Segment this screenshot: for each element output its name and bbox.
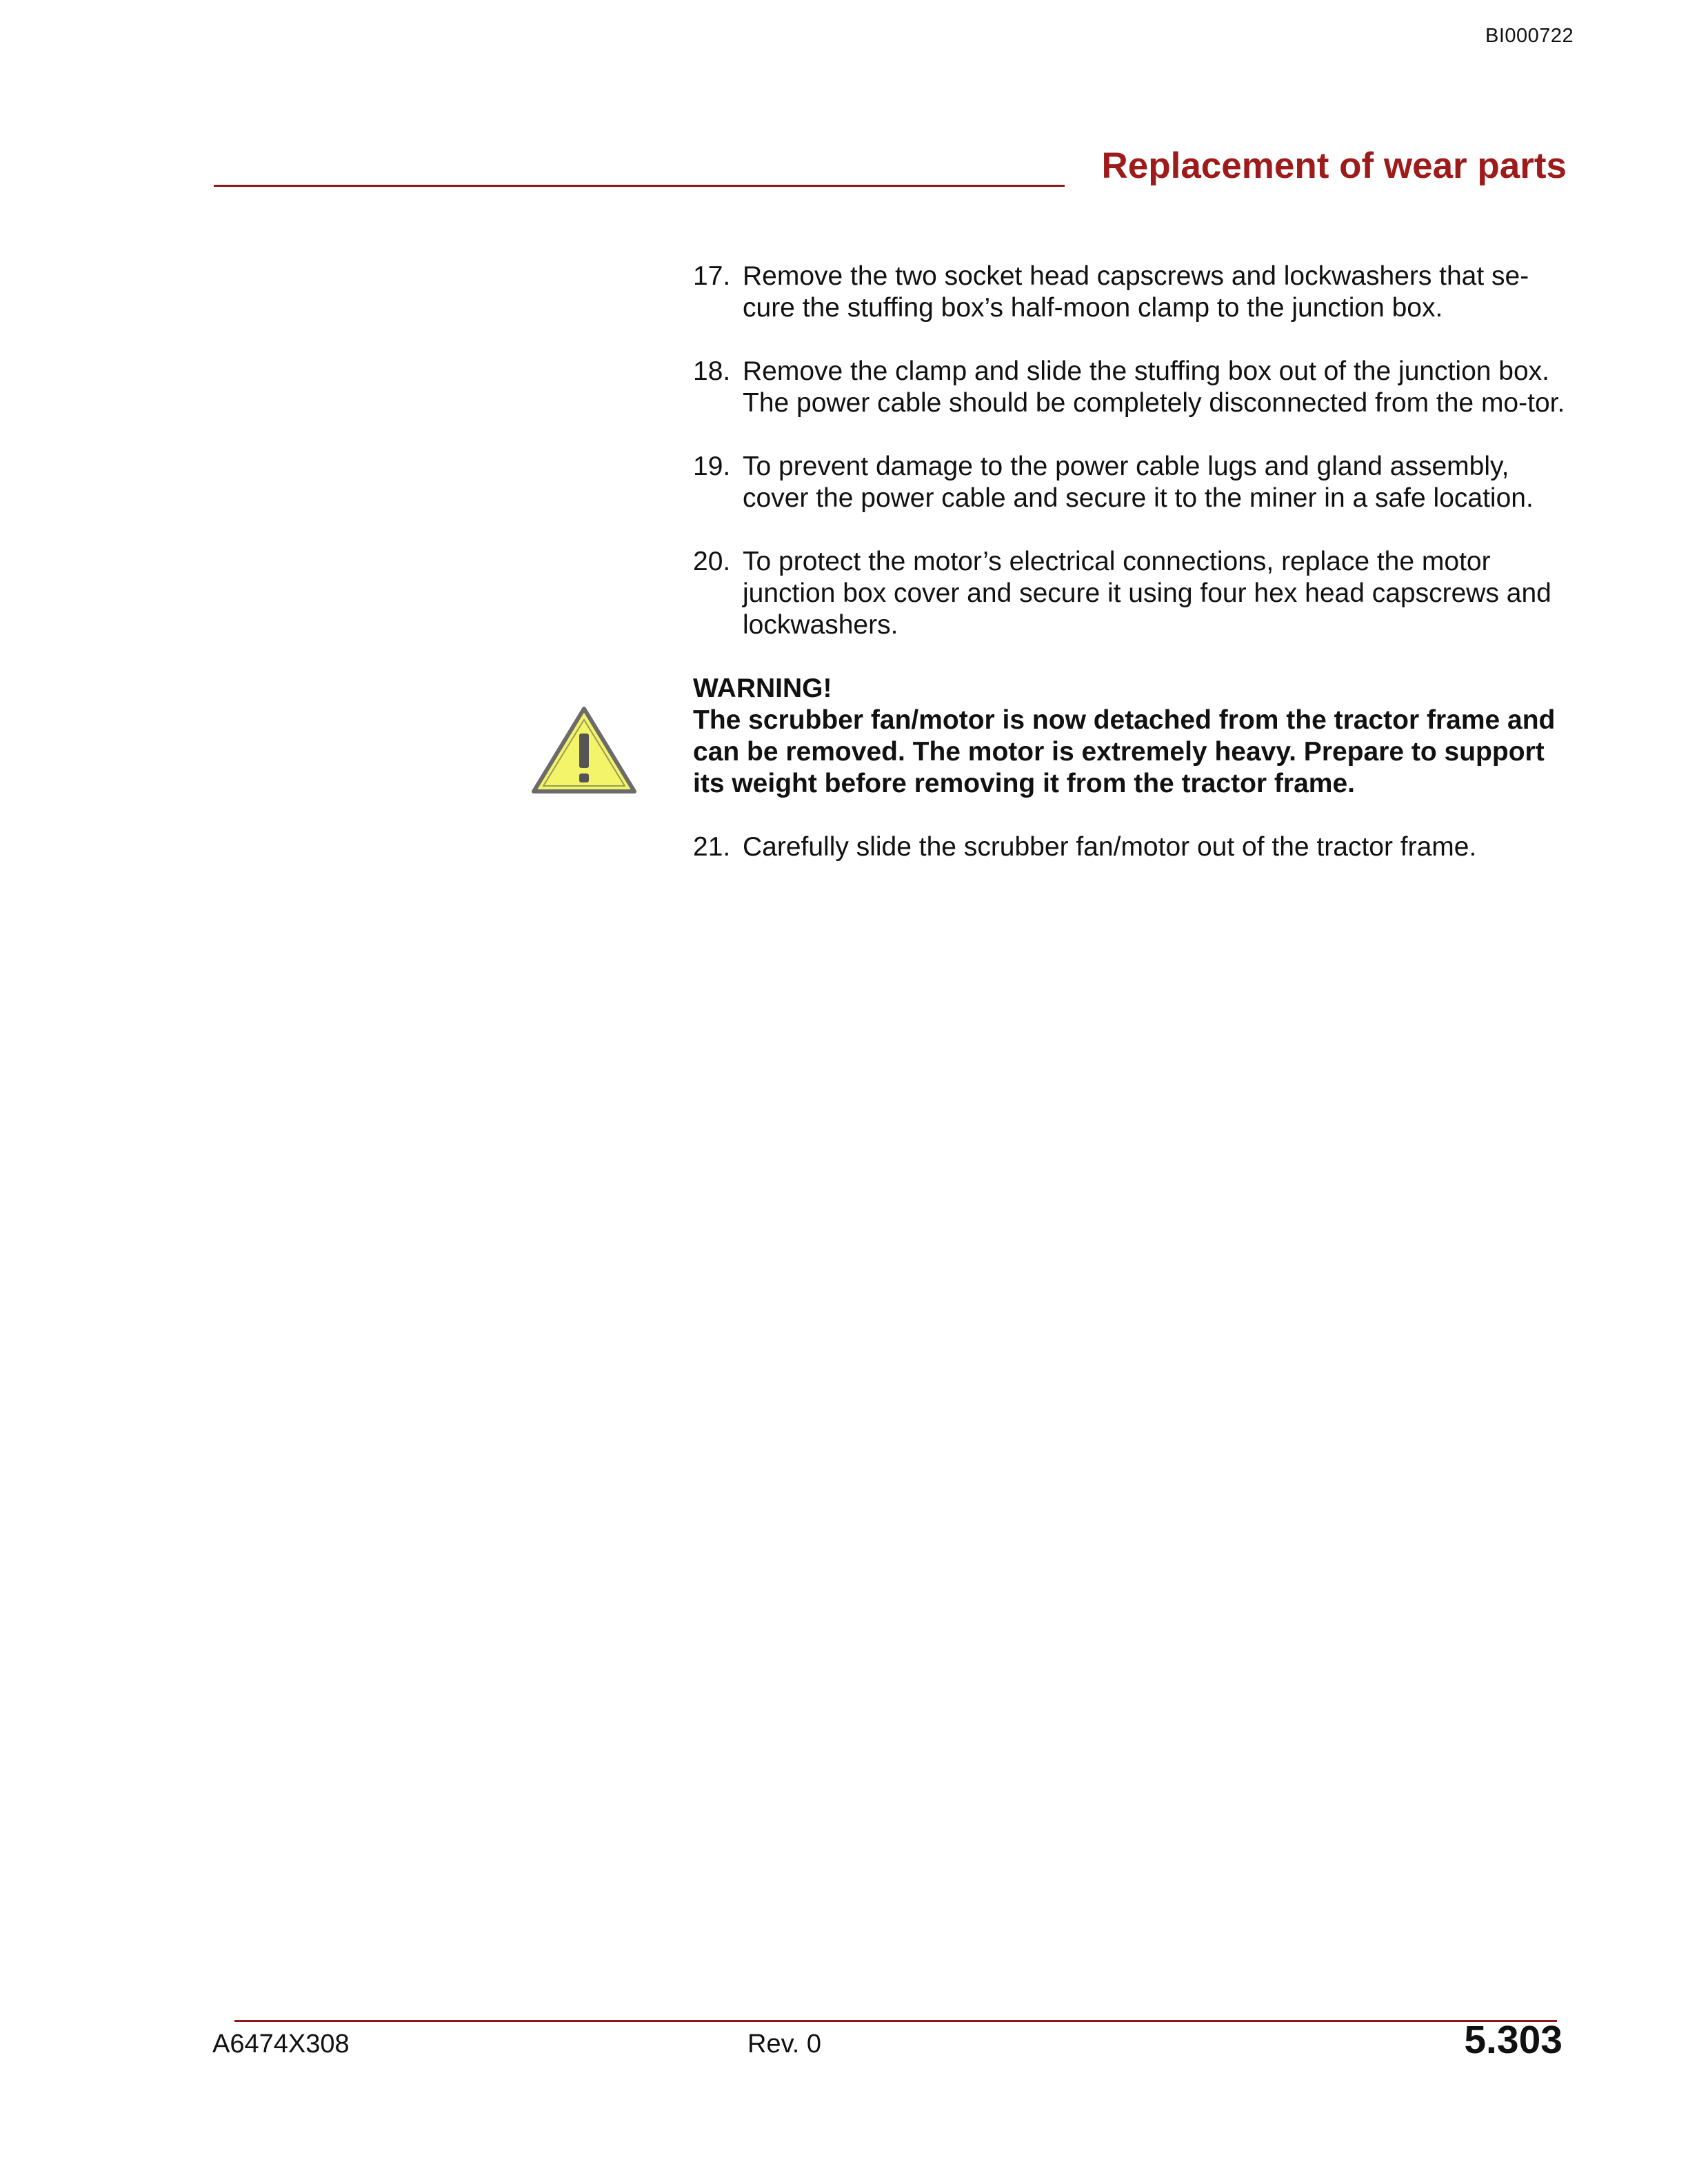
step-text: Carefully slide the scrubber fan/motor out of the tractor frame. <box>743 832 1477 862</box>
step-text: Remove the clamp and slide the stuffing box out of the junction box. The power cable should be completely disconnected from the mo-tor. <box>743 356 1565 418</box>
page-number: 5.303 <box>1464 2018 1563 2062</box>
warning-title: WARNING! <box>693 674 832 703</box>
step-number: 20. <box>693 547 731 576</box>
content <box>693 261 1569 895</box>
step-text: Remove the two socket head capscrews and lockwashers that se-cure the stuffing box’s half-moon clamp to the junction box. <box>743 261 1529 323</box>
step-20 <box>693 546 1569 641</box>
step-17 <box>693 261 1569 324</box>
section-title: Replacement of wear parts <box>1101 145 1567 186</box>
step-number: 19. <box>693 452 731 481</box>
step-21 <box>693 831 1569 863</box>
footer-rule <box>234 2020 1557 2022</box>
header-rule <box>214 185 1065 187</box>
warning-triangle-icon <box>530 705 639 797</box>
step-number: 18. <box>693 356 731 386</box>
exclamation-dot <box>579 774 589 782</box>
step-number: 21. <box>693 832 731 862</box>
warning-block <box>693 673 1569 800</box>
step-number: 17. <box>693 261 731 291</box>
step-19 <box>693 451 1569 514</box>
document-id: BI000722 <box>1485 25 1574 47</box>
step-text: To prevent damage to the power cable lugs and gland assembly, cover the power cable and secure it to the miner in a safe location. <box>743 452 1534 513</box>
footer-doc-number: A6474X308 <box>212 2030 350 2059</box>
step-text: To protect the motor’s electrical connections, replace the motor junction box cover and secure it using four hex head capscrews and lockwashers. <box>743 547 1551 640</box>
exclamation-bar <box>579 734 589 768</box>
warning-text: The scrubber fan/motor is now detached from the tractor frame and can be removed. The motor is extremely heavy. Prepare to support its weight before removing it from the tractor frame. <box>693 705 1556 798</box>
footer-revision: Rev. 0 <box>747 2030 822 2059</box>
step-18 <box>693 356 1569 419</box>
